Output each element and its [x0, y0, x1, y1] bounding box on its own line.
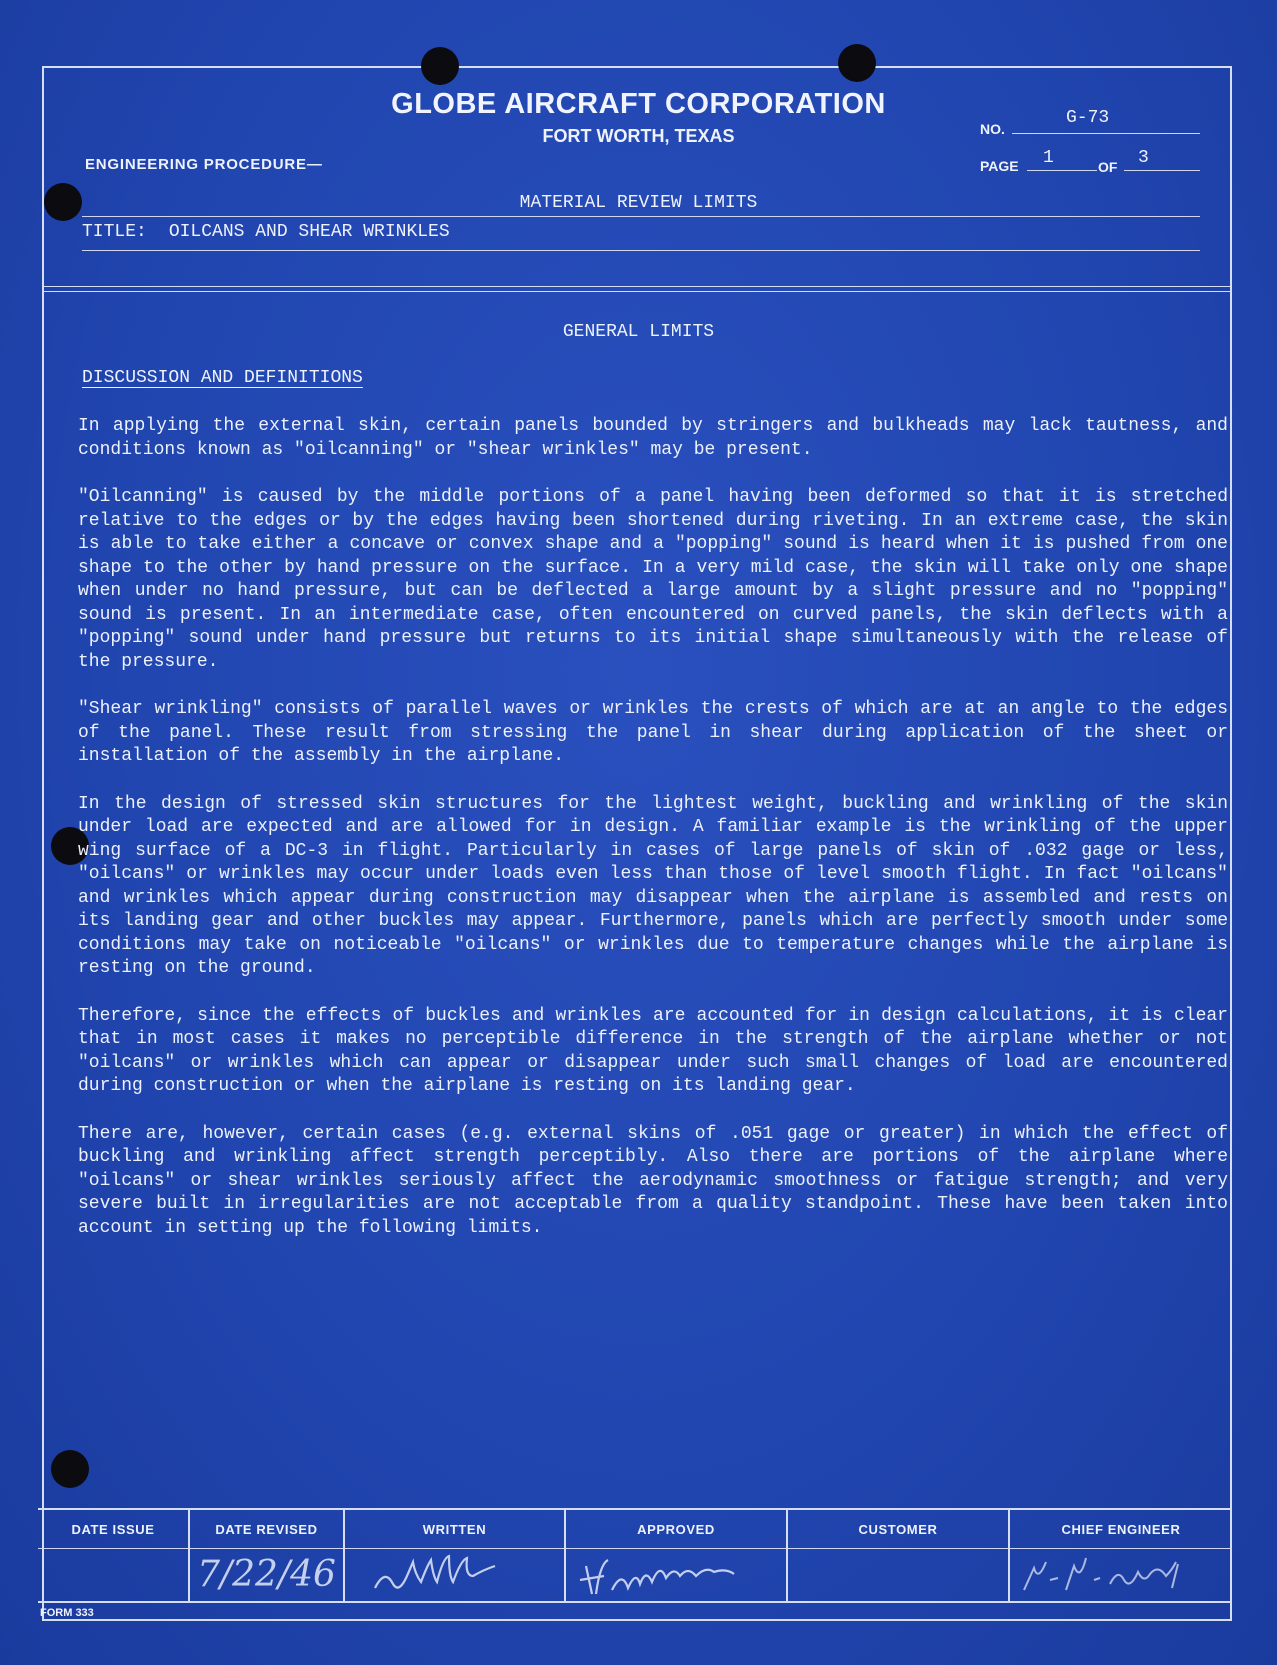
document-number-label: NO.	[980, 121, 1005, 137]
title-value: OILCANS AND SHEAR WRINKLES	[168, 222, 450, 242]
date-revised-rule	[190, 1548, 343, 1549]
title-row	[82, 222, 450, 242]
date-revised-value: 7/22/46	[197, 1554, 336, 1595]
page-total: 3	[1138, 148, 1149, 168]
written-signature	[345, 1550, 566, 1600]
form-number: FORM 333	[40, 1607, 94, 1619]
paragraph: "Shear wrinkling" consists of parallel waves or wrinkles the crests of which are at an angle to the edges of the panel. These result from stressing the panel in shear during application of the sheet or installation of the assembly in the airplane.	[78, 699, 1228, 766]
company-name: GLOBE AIRCRAFT CORPORATION	[391, 88, 886, 120]
paragraph: "Oilcanning" is caused by the middle portions of a panel having been deformed so that it is stretched relative to the edges or by the edges having been shortened during riveting. In an extreme case, the skin is able to take either a concave or convex shape and a "popping" sound is heard when it is pushed from one shape to the other by hand pressure on the surface. In a very mild case, the skin will take only one shape when under no hand pressure, but can be deflected a large amount by a slight pressure and no "popping" sound is present. In an intermediate case, often encountered on curved panels, the skin deflects with a "popping" sound under hand pressure but returns to its initial shape simultaneously with the release of the pressure.	[78, 487, 1228, 672]
date-issue-header: DATE ISSUE	[71, 1522, 155, 1537]
document-subject: MATERIAL REVIEW LIMITS	[519, 193, 758, 213]
page-rule	[1027, 170, 1097, 171]
subsection-heading: DISCUSSION AND DEFINITIONS	[82, 368, 363, 388]
paragraph: Therefore, since the effects of buckles and wrinkles are accounted for in design calculations, it is clear that in most cases it makes no perceptible difference in the strength of the airplane whether or not "oilcans" or wrinkles which can appear or disappear under such small changes of load are encountered during construction or when the airplane is resting on its landing gear.	[78, 1005, 1228, 1096]
paragraph: In applying the external skin, certain panels bounded by stringers and bulkheads may lack tautness, and conditions known as "oilcanning" or "shear wrinkles" may be present.	[78, 416, 1228, 460]
chief-engineer-header: CHIEF ENGINEER	[1061, 1522, 1181, 1537]
document-number: G-73	[1066, 108, 1110, 128]
header-divider-1	[42, 286, 1232, 287]
approved-rule	[566, 1548, 786, 1549]
approved-header: APPROVED	[637, 1522, 715, 1537]
approved-signature	[566, 1550, 788, 1600]
page-of-rule	[1124, 170, 1200, 171]
written-cell	[345, 1510, 566, 1601]
header-divider-2	[42, 291, 1232, 292]
page-number: 1	[1043, 148, 1054, 168]
company-location: FORT WORTH, TEXAS	[542, 126, 735, 146]
date-issue-rule	[38, 1548, 188, 1549]
approved-cell	[566, 1510, 788, 1601]
signature-table	[38, 1508, 1232, 1603]
punch-hole-top-right	[838, 44, 876, 82]
document-body	[78, 415, 1228, 1264]
punch-hole-top-left	[421, 47, 459, 85]
paragraph: There are, however, certain cases (e.g. external skins of .051 gage or greater) in which the effect of buckling and wrinkling affect strength perceptibly. Also there are portions of the airplane where "oilcans" or shear wrinkles seriously affect the aerodynamic smoothness or fatigue strength; and very severe built in irregularities are not acceptable from a quality standpoint. These have been taken into account in setting up the following limits.	[78, 1123, 1228, 1238]
page-of-label: OF	[1098, 159, 1118, 175]
chief-engineer-rule	[1010, 1548, 1232, 1549]
date-revised-header: DATE REVISED	[215, 1522, 318, 1537]
customer-cell	[788, 1510, 1010, 1601]
document-number-rule	[1012, 133, 1200, 134]
chief-engineer-signature	[1010, 1550, 1232, 1600]
written-rule	[345, 1548, 564, 1549]
written-header: WRITTEN	[422, 1522, 487, 1537]
section-heading: GENERAL LIMITS	[562, 322, 715, 342]
chief-engineer-cell	[1010, 1510, 1232, 1601]
page-label: PAGE	[980, 158, 1019, 174]
date-revised-cell	[190, 1510, 345, 1601]
paragraph: In the design of stressed skin structures for the lightest weight, buckling and wrinkling of the skin under load are expected and are allowed for in design. A familiar example is the wrinkling of the upper wing surface of a DC-3 in flight. Particularly in cases of large panels of skin of .032 gage or less, "oilcans" or wrinkles may occur under loads even less than those of level smooth flight. In fact "oilcans" and wrinkles which appear during construction may disappear when the airplane is assembled and rests on its landing gear and other buckles may appear. Furthermore, panels which are perfectly smooth under some conditions may take on noticeable "oilcans" or wrinkles due to temperature changes while the airplane is resting on the ground.	[78, 793, 1228, 978]
punch-hole-left-3	[51, 1450, 89, 1488]
date-issue-cell	[38, 1510, 190, 1601]
procedure-type: ENGINEERING PROCEDURE—	[85, 156, 323, 173]
subject-rule	[82, 216, 1200, 217]
title-rule	[82, 250, 1200, 251]
customer-rule	[788, 1548, 1008, 1549]
title-label: TITLE:	[82, 222, 147, 242]
customer-header: CUSTOMER	[858, 1522, 938, 1537]
